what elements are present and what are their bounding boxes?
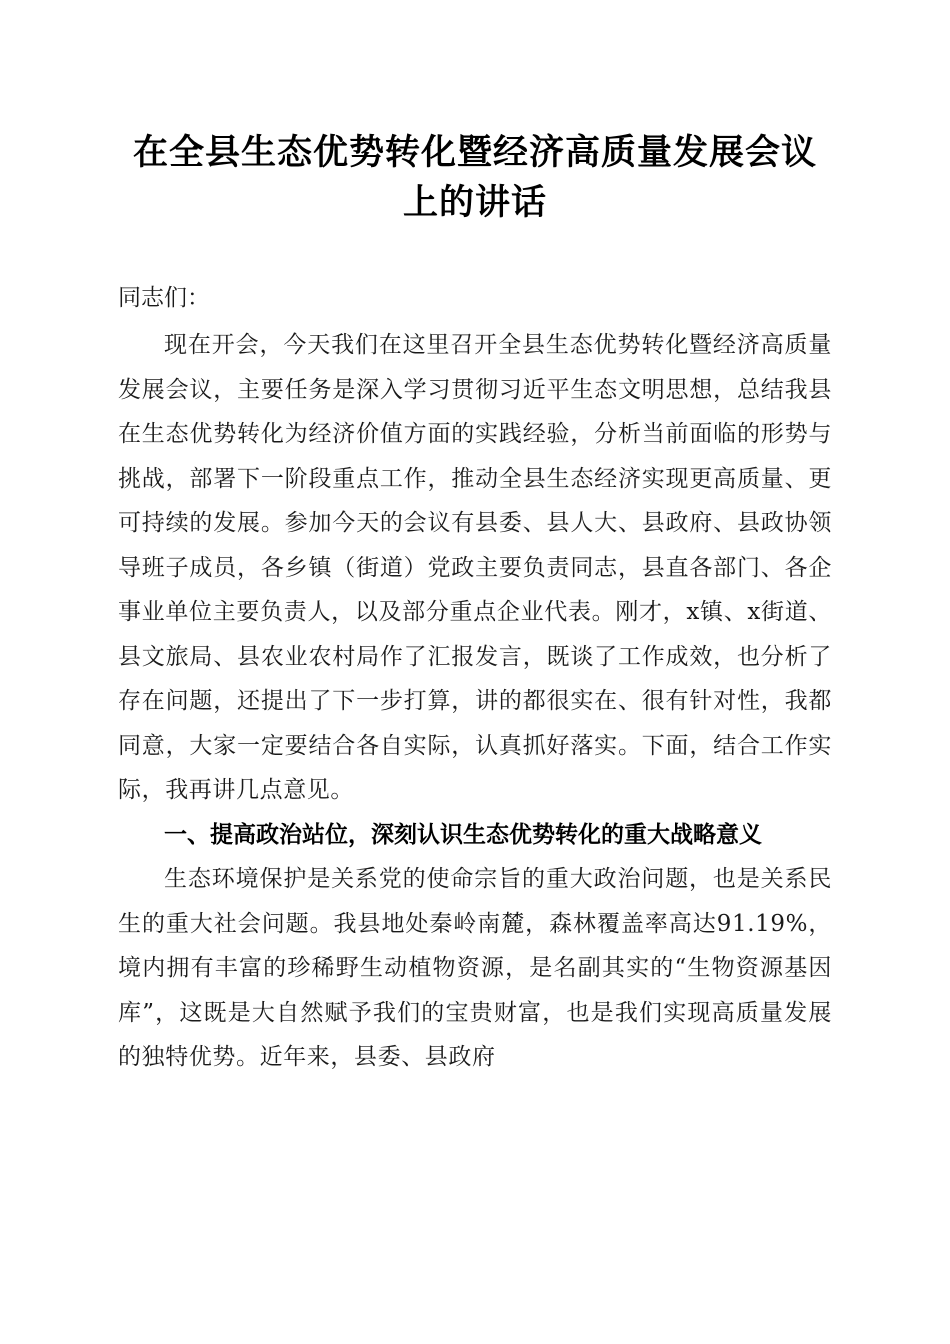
opening-paragraph: 现在开会，今天我们在这里召开全县生态优势转化暨经济高质量发展会议，主要任务是深入学习贯彻习近平生态文明思想，总结我县在生态优势转化为经济价值方面的实践经验，分析当前面临的形势与挑战，部署下一阶段重点工作，推动全县生态经济实现更高质量、更可持续的发展。参加今天的会议有县委、县人大、县政府、县政协领导班子成员，各乡镇（街道）党政主要负责同志，县直各部门、各企事业单位主要负责人，以及部分重点企业代表。刚才，x镇、x街道、县文旅局、县农业农村局作了汇报发言，既谈了工作成效，也分析了存在问题，还提出了下一步打算，讲的都很实在、很有针对性，我都同意，大家一定要结合各自实际，认真抓好落实。下面，结合工作实际，我再讲几点意见。 xyxy=(118,332,832,803)
salutation: 同志们： xyxy=(118,285,210,311)
document-body xyxy=(118,128,832,1080)
section-paragraph: 生态环境保护是关系党的使命宗旨的重大政治问题，也是关系民生的重大社会问题。我县地处秦岭南麓，森林覆盖率高达91.19%，境内拥有丰富的珍稀野生动植物资源，是名副其实的“生物资源基因库”，这既是大自然赋予我们的宝贵财富，也是我们实现高质量发展的独特优势。近年来，县委、县政府 xyxy=(118,866,832,1070)
document-title: 在全县生态优势转化暨经济高质量发展会议上的讲话 xyxy=(132,132,817,223)
section-heading: 一、提高政治站位，深刻认识生态优势转化的重大战略意义 xyxy=(164,821,762,848)
